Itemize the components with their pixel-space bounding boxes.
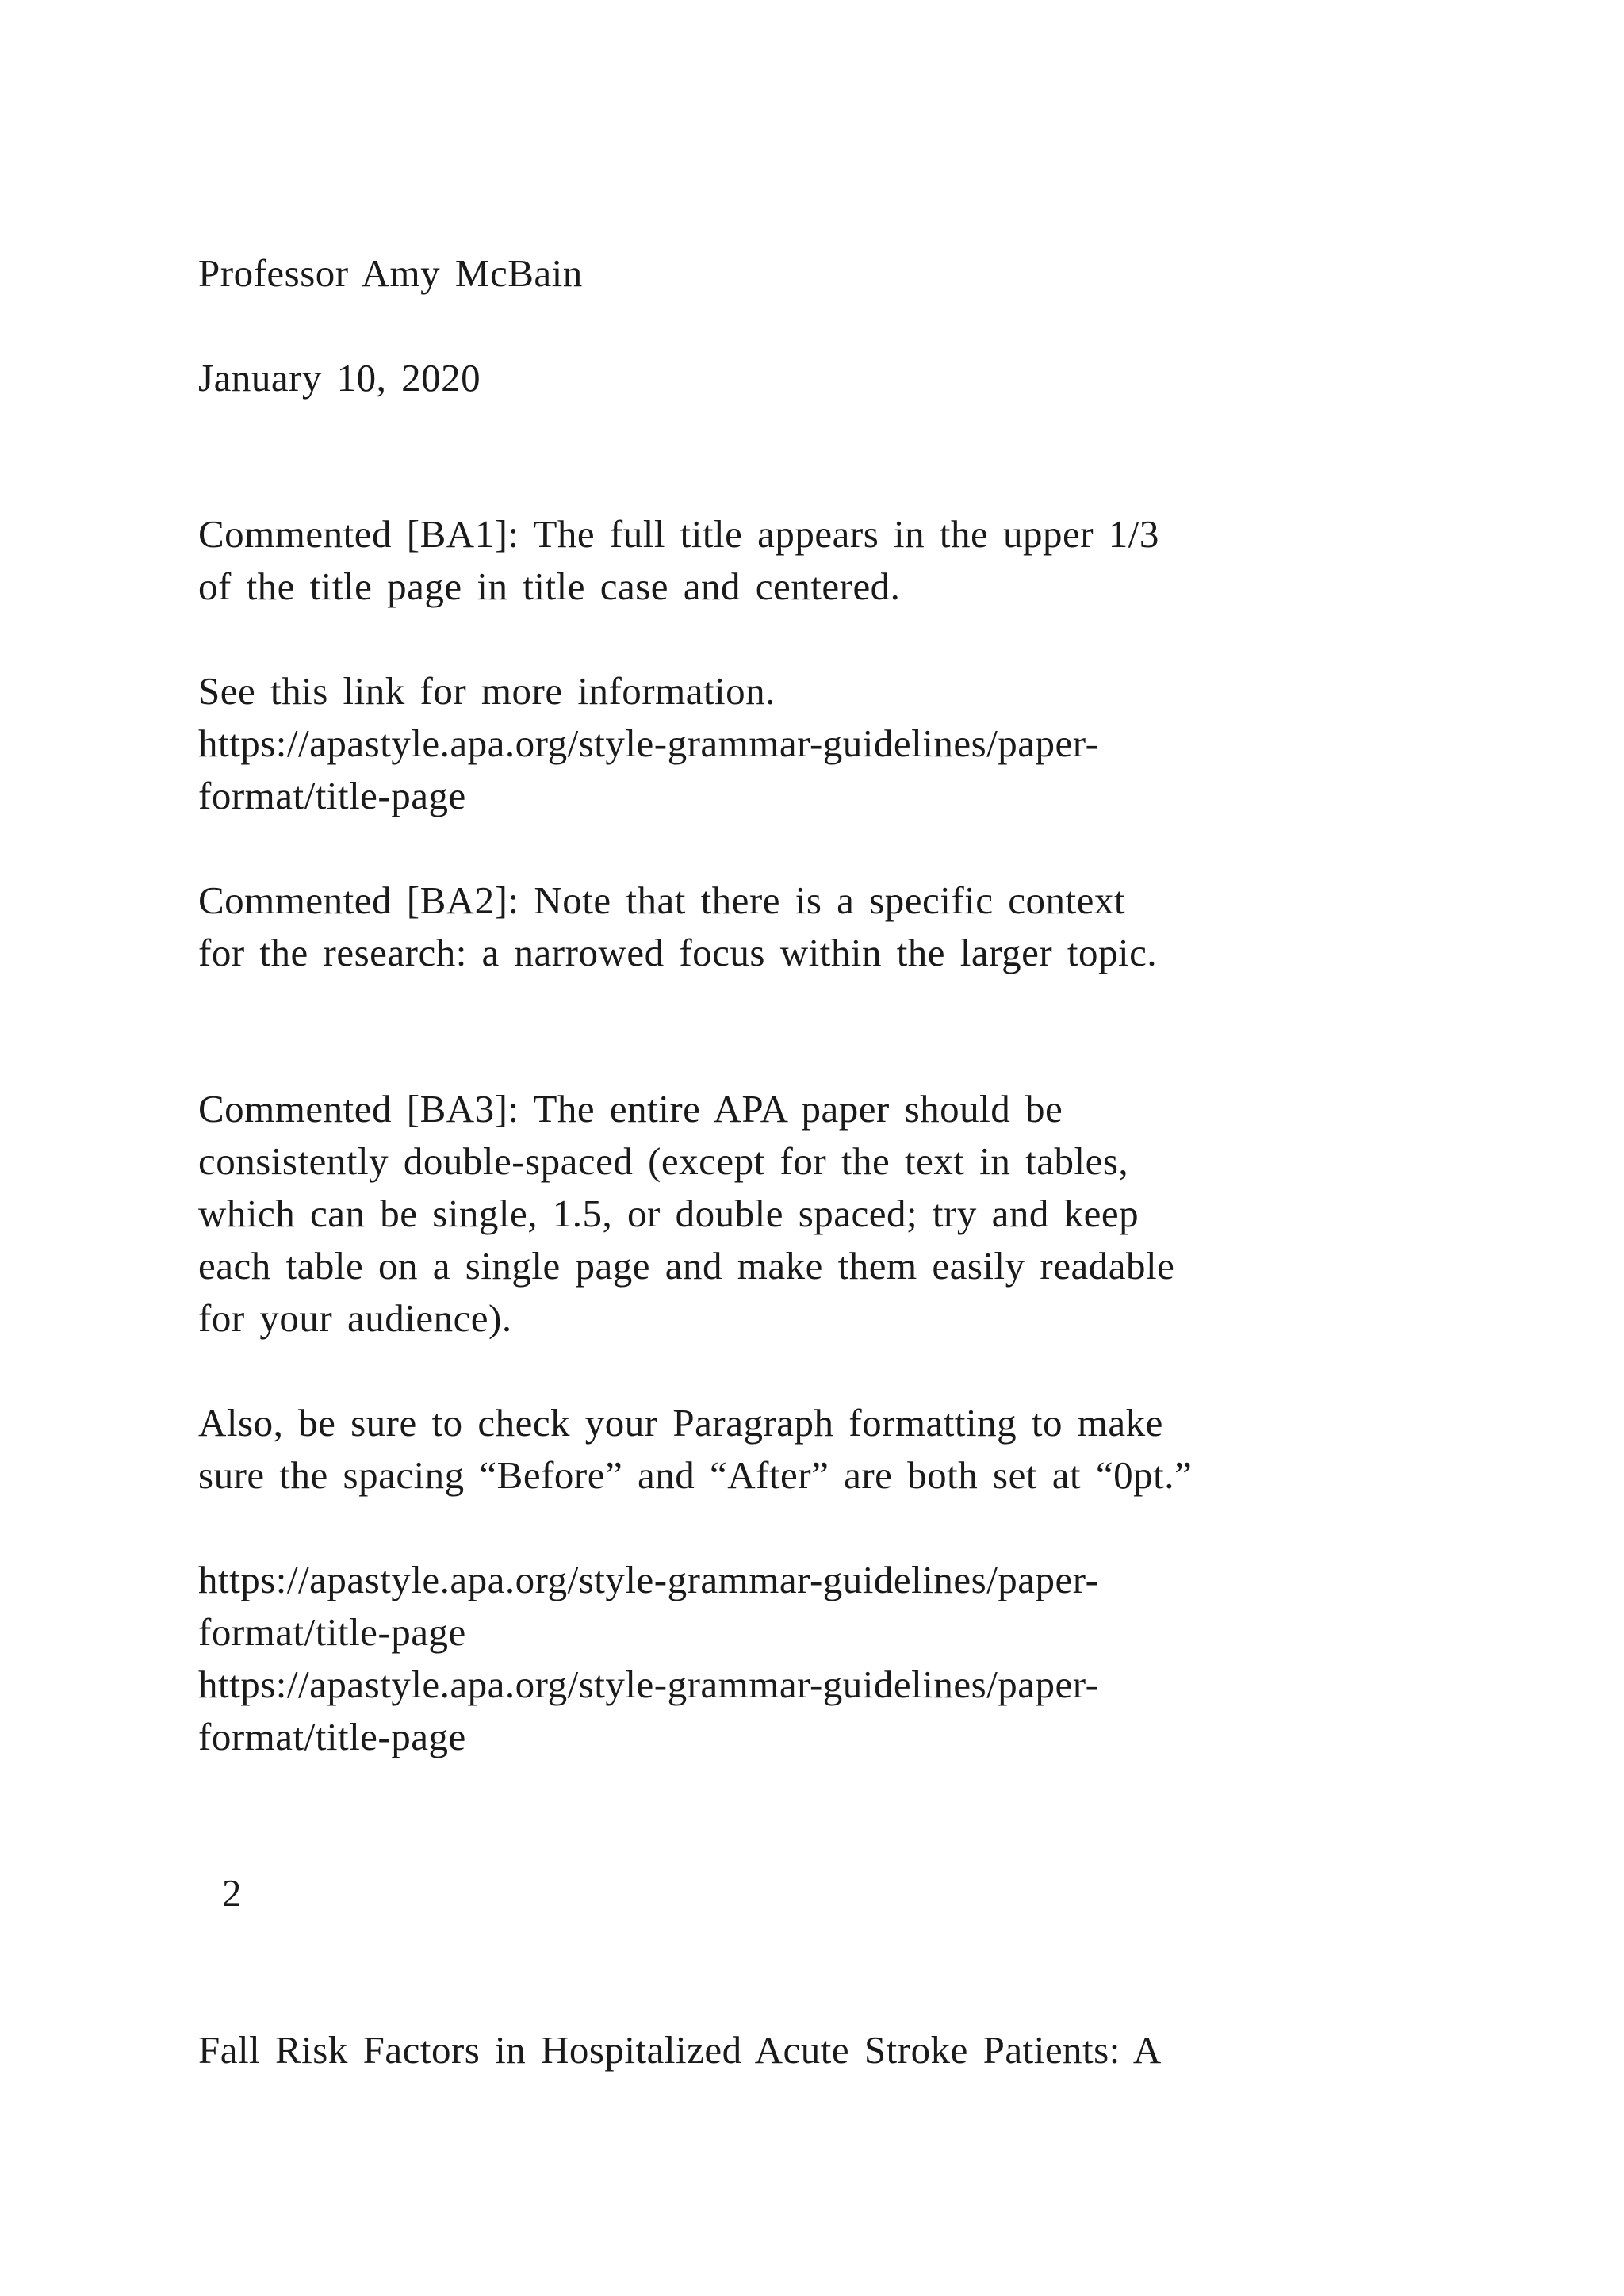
comment-line: Commented [BA2]: Note that there is a specific context: [198, 878, 1126, 922]
comment-link[interactable]: https://apastyle.apa.org/style-grammar-guidelines/paper-: [198, 721, 1099, 765]
comment-link[interactable]: format/title-page: [198, 1610, 466, 1654]
instructor-name: Professor Amy McBain: [198, 251, 583, 295]
comment-link[interactable]: https://apastyle.apa.org/style-grammar-guidelines/paper-: [198, 1663, 1099, 1706]
comment-line: for the research: a narrowed focus within the larger topic.: [198, 931, 1158, 974]
page-number: 2: [222, 1871, 242, 1915]
comment-line: which can be single, 1.5, or double spaced; try and keep: [198, 1192, 1139, 1235]
comment-line: each table on a single page and make them easily readable: [198, 1244, 1175, 1288]
comment-link[interactable]: format/title-page: [198, 1715, 466, 1758]
comment-line: for your audience).: [198, 1296, 512, 1340]
comment-line: Commented [BA1]: The full title appears in the upper 1/3: [198, 512, 1159, 556]
comment-line: Commented [BA3]: The entire APA paper should be: [198, 1087, 1063, 1131]
comment-line: consistently double-spaced (except for the text in tables,: [198, 1139, 1129, 1183]
comment-line: See this link for more information.: [198, 669, 776, 713]
comment-line: Also, be sure to check your Paragraph formatting to make: [198, 1401, 1163, 1445]
comment-line: of the title page in title case and centered.: [198, 564, 901, 608]
comment-link[interactable]: https://apastyle.apa.org/style-grammar-guidelines/paper-: [198, 1558, 1099, 1601]
paper-title: Fall Risk Factors in Hospitalized Acute Stroke Patients: A: [198, 2028, 1162, 2072]
comment-line: sure the spacing “Before” and “After” are both set at “0pt.”: [198, 1453, 1193, 1497]
submission-date: January 10, 2020: [198, 356, 481, 400]
comment-link[interactable]: format/title-page: [198, 774, 466, 817]
